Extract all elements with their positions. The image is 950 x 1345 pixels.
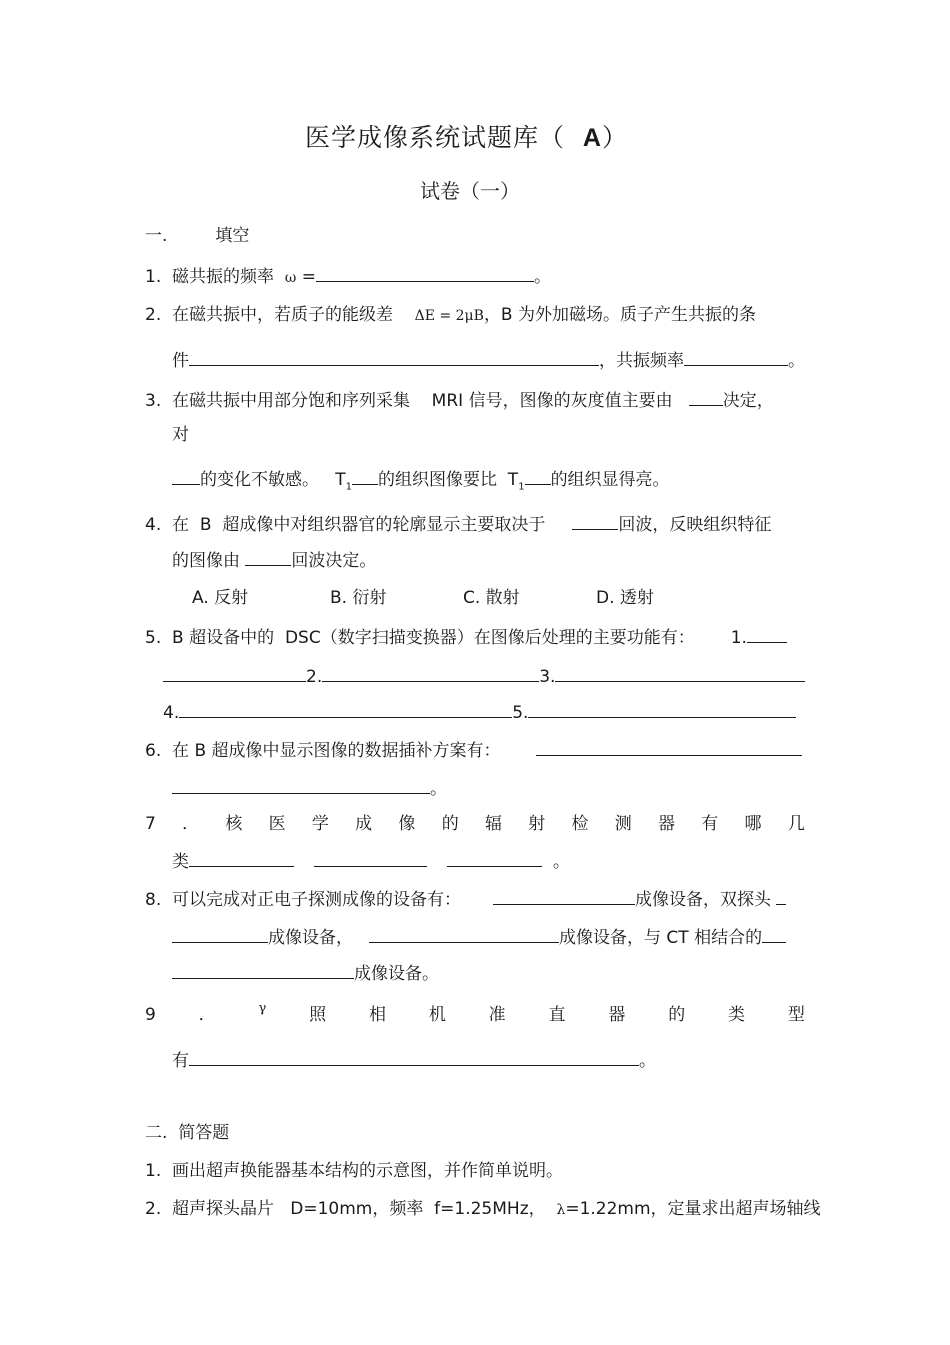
section-1-heading	[145, 225, 249, 247]
q3-t1b-sub: 1	[518, 481, 525, 493]
q8-text-a: 可以完成对正电子探测成像的设备有：	[172, 890, 462, 910]
q3-t1: T	[335, 470, 346, 490]
q7-blank-2[interactable]	[314, 849, 427, 867]
q1-blank[interactable]	[316, 264, 534, 282]
q9-char: 准	[488, 1005, 506, 1025]
question-3	[145, 388, 774, 412]
q5-n5: 5.	[512, 703, 529, 723]
q5-n3: 3.	[539, 667, 556, 687]
q3-blank-2[interactable]	[172, 467, 200, 485]
q9-char: 的	[668, 1005, 686, 1025]
q9-num: 9	[145, 1005, 156, 1025]
q6-end: 。	[430, 779, 447, 799]
question-4-options	[192, 587, 654, 609]
q8-line3: 成像设备。	[354, 964, 439, 984]
q7-char: ．	[182, 814, 200, 834]
section-2-num: 二.	[145, 1123, 168, 1143]
question-1	[145, 264, 551, 289]
q6-num: 6.	[145, 741, 162, 761]
q7-char: 测	[614, 814, 632, 834]
q4-b: B	[199, 515, 212, 535]
q2-blank-frequency[interactable]	[684, 348, 788, 366]
q5-blank-1b[interactable]	[163, 664, 306, 682]
q7-blank-1[interactable]	[189, 849, 294, 867]
q4-text-a: 在	[172, 515, 190, 535]
question-3-line3	[172, 467, 670, 498]
s1-text: 画出超声换能器基本结构的示意图，并作简单说明。	[172, 1161, 564, 1181]
q8-blank-2b[interactable]	[172, 925, 268, 943]
q7-char: 学	[311, 814, 329, 834]
question-3-line2	[172, 424, 189, 446]
question-9-line2	[172, 1048, 656, 1072]
q8-line2-c: CT 相结合的	[666, 928, 763, 948]
question-7	[145, 813, 805, 835]
title-text: 医学成像系统试题库（	[305, 123, 566, 152]
short-answer-2	[145, 1198, 821, 1221]
section-1-title: 填空	[215, 226, 250, 246]
s2-d: D=10mm，频率	[290, 1199, 424, 1219]
q9-char: 型	[787, 1005, 805, 1025]
question-2	[145, 304, 756, 327]
q5-text: B 超设备中的	[172, 628, 275, 648]
q7-char: 器	[658, 814, 676, 834]
q3-blank-1[interactable]	[689, 388, 723, 406]
q5-dsc: DSC（数字扫描变换器）在图像后处理的主要功能有：	[284, 628, 695, 648]
q3-text-c: 决定，	[722, 391, 774, 411]
q7-char: 的	[441, 814, 459, 834]
q9-char: 相	[368, 1005, 386, 1025]
q7-char: 辐	[484, 814, 502, 834]
q9-line2: 有	[172, 1051, 189, 1071]
section-2-heading	[145, 1122, 229, 1144]
q5-num: 5.	[145, 628, 162, 648]
q8-blank-1[interactable]	[493, 887, 635, 905]
omega-symbol: ω	[284, 270, 297, 286]
q3-line3-b: 的组织图像要比	[377, 470, 497, 490]
q4-option-b[interactable]: B. 衍射	[330, 588, 387, 608]
q1-end: 。	[533, 267, 551, 287]
question-4-line2	[172, 548, 376, 572]
q5-blank-2[interactable]	[322, 664, 539, 682]
title-letter: A	[582, 124, 602, 152]
gamma-symbol: γ	[258, 1001, 267, 1016]
q3-t1b: T	[507, 470, 519, 490]
q9-end: 。	[639, 1051, 656, 1071]
q7-end: 。	[552, 852, 570, 872]
q7-line2: 类	[172, 852, 189, 872]
q3-num: 3.	[145, 391, 162, 411]
q2-blank-condition[interactable]	[189, 348, 599, 366]
q9-char: 类	[728, 1005, 746, 1025]
short-answer-1	[145, 1160, 563, 1182]
question-6-line2	[172, 776, 447, 800]
s1-num: 1.	[145, 1161, 162, 1181]
q8-blank-4a[interactable]	[762, 925, 786, 943]
exam-subtitle	[420, 180, 520, 202]
question-8-line3	[172, 961, 439, 985]
q5-n4: 4.	[163, 703, 180, 723]
q4-option-a[interactable]: A. 反射	[192, 588, 249, 608]
q5-blank-4[interactable]	[179, 700, 512, 718]
q9-char: 照	[309, 1005, 327, 1025]
q4-line2-a: 的图像由	[172, 551, 240, 571]
q3-line3-a: 的变化不敏感。	[200, 470, 319, 490]
q2-text-a: 在磁共振中，若质子的能级差	[172, 305, 394, 325]
q1-text: 磁共振的频率	[172, 267, 275, 287]
q9-char: 机	[428, 1005, 446, 1025]
q4-text-c: 回波，反映组织特征	[618, 515, 772, 535]
q4-text-b: 超成像中对组织器官的轮廓显示主要取决于	[222, 515, 546, 535]
q2-text-b: ，B 为外加磁场。质子产生共振的条	[483, 305, 757, 325]
question-9	[145, 1001, 805, 1026]
q7-char: 哪	[744, 814, 762, 834]
s2-f: f=1.25MHz，	[434, 1199, 546, 1219]
q2-line2-b: ，共振频率	[599, 351, 684, 371]
section-1-num: 一.	[145, 226, 168, 246]
question-5-line3	[163, 700, 796, 724]
q6-blank-1[interactable]	[536, 738, 802, 756]
q7-num: 7	[145, 814, 156, 834]
q9-char: ．	[198, 1005, 216, 1025]
s2-text-b: =1.22mm，定量求出超声场轴线	[565, 1199, 821, 1219]
q7-char: 检	[571, 814, 589, 834]
q4-option-c[interactable]: C. 散射	[463, 588, 520, 608]
q2-formula: ΔE = 2μB	[414, 308, 484, 324]
subtitle-text: 试卷（一）	[420, 179, 520, 203]
q8-line2-b: 成像设备，与	[559, 928, 661, 948]
q7-char: 射	[528, 814, 546, 834]
question-5-line2	[163, 664, 805, 688]
q3-line2: 对	[172, 425, 189, 445]
s2-text-a: 超声探头晶片	[172, 1199, 275, 1219]
question-6	[145, 738, 802, 762]
page-title	[305, 123, 628, 152]
q7-char: 像	[398, 814, 416, 834]
q9-char: 直	[548, 1005, 566, 1025]
q6-text: 在 B 超成像中显示图像的数据插补方案有：	[172, 741, 501, 761]
question-8-line2	[172, 925, 786, 949]
q4-blank-2[interactable]	[245, 548, 291, 566]
q1-eq: =	[301, 267, 316, 287]
question-7-line2	[172, 849, 570, 873]
lambda-symbol: λ	[556, 1202, 566, 1218]
q5-blank-5[interactable]	[528, 700, 796, 718]
q3-blank-3[interactable]	[352, 467, 378, 485]
q8-text-b: 成像设备，双探头	[635, 890, 772, 910]
question-8	[145, 887, 786, 911]
q7-char: 医	[268, 814, 286, 834]
q4-line2-b: 回波决定。	[291, 551, 377, 571]
q8-blank-2a[interactable]	[776, 887, 786, 905]
q3-text-b: 信号，图像的灰度值主要由	[468, 391, 673, 411]
q9-blank[interactable]	[189, 1048, 639, 1066]
question-5	[145, 625, 787, 649]
q3-line3-c: 的组织显得亮。	[550, 470, 670, 490]
q8-num: 8.	[145, 890, 162, 910]
q3-t1-sub: 1	[345, 481, 352, 493]
q4-blank-1[interactable]	[572, 512, 618, 530]
q3-text-a: 在磁共振中用部分饱和序列采集	[172, 391, 411, 411]
q5-n2: 2.	[306, 667, 323, 687]
q7-blank-3[interactable]	[447, 849, 542, 867]
q2-end: 。	[788, 351, 805, 371]
q1-num: 1.	[145, 267, 162, 287]
question-4	[145, 512, 771, 536]
question-2-line2	[172, 348, 805, 372]
q4-num: 4.	[145, 515, 162, 535]
q5-n1: 1.	[730, 628, 747, 648]
q8-blank-4b[interactable]	[172, 961, 354, 979]
q6-blank-2[interactable]	[172, 776, 430, 794]
q9-char: 器	[608, 1005, 626, 1025]
q2-line2-a: 件	[172, 351, 189, 371]
q3-blank-4[interactable]	[525, 467, 551, 485]
q8-blank-3[interactable]	[369, 925, 559, 943]
q7-char: 核	[225, 814, 243, 834]
q3-mri: MRI	[431, 391, 464, 411]
q8-line2-a: 成像设备，	[268, 928, 353, 948]
q7-char: 成	[355, 814, 373, 834]
q5-blank-3[interactable]	[555, 664, 805, 682]
q2-num: 2.	[145, 305, 162, 325]
section-2-title: 简答题	[178, 1123, 230, 1143]
title-close: ）	[601, 123, 628, 152]
q7-char: 几	[787, 814, 805, 834]
s2-num: 2.	[145, 1199, 162, 1219]
q5-blank-1a[interactable]	[747, 625, 787, 643]
q4-option-d[interactable]: D. 透射	[596, 588, 654, 608]
q7-char: 有	[701, 814, 719, 834]
